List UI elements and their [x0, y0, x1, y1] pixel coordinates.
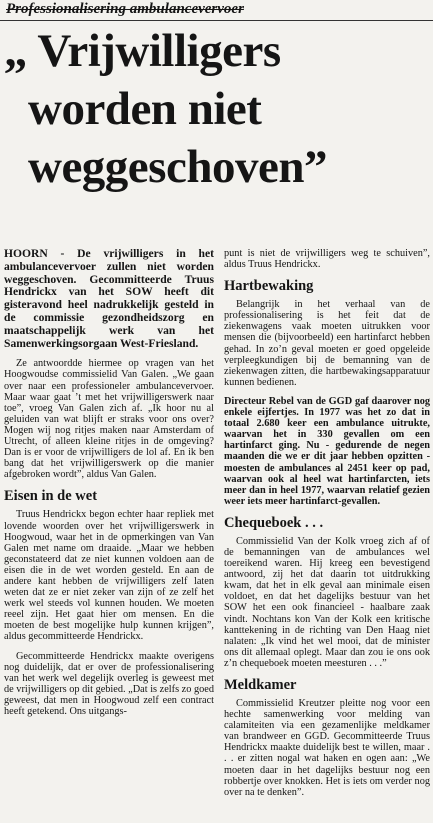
left-column [4, 248, 214, 725]
paragraph: Belangrijk in het verhaal van de professionalisering is het feit dat de ziekenwagens vaak moeten uitrukken voor mensen die (bijvoorbeeld) een hartinfarct hebben gehad. In zo’n geval moeten er goed opgeleide verpleegkundigen bij de bemanning van de ziekenwagen zitten, die hartbewakingsapparatuur kunnen bedienen. [224, 299, 430, 388]
paragraph: Commissielid Van der Kolk vroeg zich af of de bemanningen van de ambulances wel toereikend waren. Hij kreeg een bevestigend antwoord, zij het dat daarin tot uitdrukking kwam, dat het in elk geval aan minimale eisen voldoet, en dat het dagelijks bestuur van het SOW het een ook financieel - haalbare zaak vindt. Nochtans kon Van der Kolk een kritische kanttekening in de richting van Den Haag niet nalaten: „Ik vind het wel mooi, dat de minister ons dit allemaal oplegt. Maar dan zou ie ons ook z’n chequeboek moeten meesturen . . .” [224, 535, 430, 669]
headline-line-3: weggeschoven” [28, 141, 327, 193]
article-kicker: Professionalisering ambulancevervoer [6, 1, 244, 17]
kicker-rule [0, 20, 433, 21]
article-headline [4, 22, 430, 196]
subheading-chequeboek: Chequeboek . . . [224, 514, 324, 531]
paragraph: Commissielid Kreutzer pleitte nog voor een hechte samenwerking voor melding van calamiteiten via een gezamenlijke meldkamer van brandweer en GGD. Gecommitteerde Truus Hendrickx maakte duidelijk best te willen, maar . . . er zitten nogal wat haken en ogen aan: „We moeten daar in het dagelijks bestuur nog een robbertje over knokken. Het is iets om verder nog over na te denken”. [224, 698, 430, 798]
paragraph: Truus Hendrickx begon echter haar repliek met lovende woorden over het vrijwilligerswerk in Hoogwoud, waar het in de opmerkingen van Van Galen met name om draaide. „Maar we hebben geconstateerd dat ze niet kunnen voldoen aan de eisen die in de wet worden gesteld. En aan de andere kant hebben de vrijwilligers zelf laten weten dat ze er niet zeker van zijn of ze zelf het werk wel steeds vol kunnen houden. We moeten reeel zijn. Het gaat hier om mensen. En die moeten de best mogelijke hulp kunnen krijgen”, aldus gecommitteerde Hendrickx. [4, 509, 214, 643]
lead-paragraph: HOORN - De vrijwilligers in het ambulancevervoer zullen niet worden weggeschoven. Gecommitteerde Truus Hendrickx van het SOW heeft dit gisteravond heel nadrukkelijk gesteld in de commissie gezondheidszorg en maatschappelijk werk van het Samenwerkingsorgaan West-Friesland. [4, 247, 214, 350]
paragraph: punt is niet de vrijwilligers weg te schuiven”, aldus Truus Hendrickx. [224, 248, 430, 271]
subheading-meldkamer: Meldkamer [224, 677, 297, 693]
subheading-eisen: Eisen in de wet [4, 488, 98, 505]
headline-line-1: „ Vrijwilligers [4, 25, 281, 77]
paragraph: Ze antwoordde hiermee op vragen van het Hoogwoudse commissielid Van Galen. „We gaan over naar een professioneler ambulancevervoer. Maar waar gaat ’t met het vrijwilligerswerk naar toe”, vroeg Van Galen zich af. „Ik hoor nu al geluiden van wat blijft er straks voor ons over? Mogen wij nog ritjes maken naar Amsterdam of Utrecht, of alleen kleine ritjes in de omgeving? Dan is er voor de vrijwilligers de lol af. En ik ben bang dat het vrijwilligerswerk op die manier afgebroken wordt”, aldus Van Galen. [4, 358, 214, 481]
paragraph-bold: Directeur Rebel van de GGD gaf daarover nog enkele eijfertjes. In 1977 was het zo dat in totaal 2.680 keer een ambulance uitrukte, waarvan het in 330 gevallen om een hartinfarct ging. Nu - gedurende de negen maanden die we er dit jaar hebben opzitten - moesten de ambulances al 2451 keer op pad, waarvan ook al heel wat hartinfarcten, iets meer dan in heel 1977, waarvan relatief gezien weer iets meer hartinfarct-gevallen. [224, 395, 430, 507]
right-column [224, 248, 430, 806]
paragraph: Gecommitteerde Hendrickx maakte overigens nog duidelijk, dat er over de professionalisering van het werk wel degelijk overleg is geweest met de vrijwilligers op dit gebied. „Dat is zelfs zo goed geweest, dat men in Hoogwoud zelf een contract heeft getekend. Ons uitgangs- [4, 650, 214, 717]
subheading-hartbewaking: Hartbewaking [224, 278, 314, 295]
headline-line-2: worden niet [28, 83, 262, 135]
